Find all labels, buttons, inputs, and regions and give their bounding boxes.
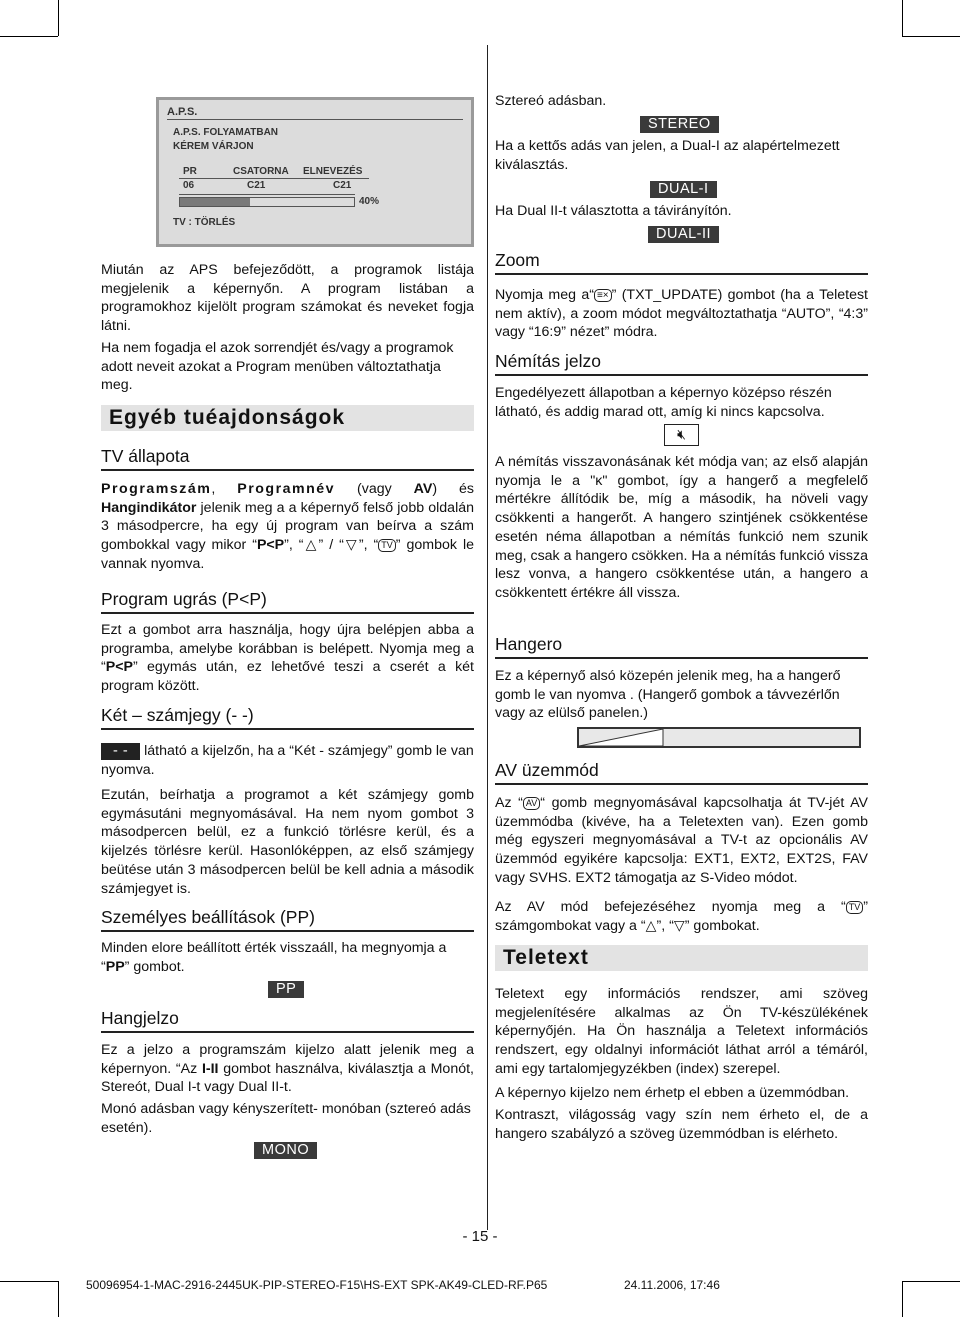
text: ” gombot. (124, 958, 185, 975)
text: Ezt a gombot arra használja, hogy újra belépjen abba a programba, amelybe korábban is belépett. Nyomja meg a “ (101, 622, 474, 676)
crop-mark (902, 1281, 960, 1282)
heading-av: AV üzemmód (495, 760, 868, 785)
heading-ket-szamjegy: Két – számjegy (- -) (101, 705, 474, 730)
hangjelzo-paragraph (101, 1041, 474, 1097)
bold-text: PP (105, 958, 125, 975)
bold-text: Programnév (237, 481, 336, 497)
mute-small-icon: ᴋ (595, 472, 603, 489)
heading-hangjelzo: Hangjelzo (101, 1008, 474, 1033)
text: , (211, 481, 238, 497)
aps-screen-image (156, 97, 474, 247)
teletext-paragraph-3: Kontraszt, világosság vagy szín nem érheto el, de a hangero szabályzó a szöveg üzemmódban is elérheto. (495, 1107, 868, 1142)
mono-badge-wrap (254, 1141, 317, 1159)
zoom-paragraph (495, 286, 868, 342)
crop-mark (0, 1281, 58, 1282)
av-button-icon: AV (523, 797, 540, 810)
text: ” számgombokat vagy a “△”, “▽” gombokat. (495, 899, 868, 934)
aps-progress-fill (180, 198, 250, 206)
aps-val-elnevezes: C21 (333, 180, 352, 191)
column-divider (487, 45, 488, 1230)
footer-date: 24.11.2006, 17:46 (624, 1278, 720, 1292)
text: ” egymás után, ez lehetővé teszi a cserét a két program között. (101, 659, 474, 695)
heading-zoom: Zoom (495, 250, 868, 275)
aps-line2: KÉREM VÁRJON (173, 141, 254, 152)
teletext-paragraph: Teletext egy információs rendszer, ami szöveg megjelenítésére alkalmas az Ön TV-készülékének képernyőjén. Ha Ön használja a Teletext információs rendszert, egy oldalnyi információt láthat arról a témáról, ami egy tartalomjegyzékben (index) szerepel. (495, 986, 868, 1077)
aps-line1: A.P.S. FOLYAMATBAN (173, 127, 279, 138)
volume-bar (577, 727, 861, 748)
pp-badge: PP (268, 981, 304, 998)
crop-mark (902, 1281, 903, 1317)
text: " gombot, így a hangerő a megfelelő mértékre állítódik be, míg a második, ha növeli vagy csökkenti a hangerőt. A hangero szintjének csökkentése esetén néma állapotban a némítás funkció nem szunik meg, csak a hangero csökken. Ha a némítás funkció vissza lesz vonva, a hangero csökkentése után, a hangero a csökkentett értékre áll vissza. (495, 472, 869, 601)
text: Az “ (495, 795, 523, 811)
aps-progress-label: 40% (359, 196, 380, 207)
page-number: - 15 - (462, 1228, 498, 1245)
mono-badge: MONO (254, 1142, 317, 1159)
aps-title: A.P.S. (167, 106, 198, 118)
heading-tv-allapota: TV állapota (101, 446, 474, 471)
dual1-badge-wrap (650, 180, 717, 198)
av-paragraph-2 (495, 898, 868, 935)
intro-paragraph-2: Ha nem fogadja el azok sorrendjét és/vagy a programok adott neveit azokat a Program menüben változtathatja meg. (101, 340, 454, 394)
crop-mark (58, 1281, 59, 1317)
text: A némítás visszavonásának két módja van; az első alapján nyomja le a " (495, 454, 868, 489)
bold-text: I-II (201, 1060, 219, 1077)
aps-col-elnevezes: ELNEVEZÉS (303, 166, 363, 177)
teletext-title: Teletext (495, 945, 868, 971)
text: (vagy (335, 481, 414, 497)
intro-paragraph: Miután az APS befejeződött, a programok listája megjelenik a képernyőn. A program listában a programokhoz kijelölt program számokat és neveket fogja látni. (101, 262, 474, 335)
crop-mark (0, 36, 58, 37)
dual1-badge: DUAL-I (650, 181, 717, 198)
stereo-badge-wrap (640, 115, 719, 133)
divider (167, 119, 463, 120)
bold-text: P<P (105, 659, 133, 676)
teletext-paragraph-2: A képernyo kijelzo nem érhetp el ebben a üzemmódban. (495, 1085, 850, 1101)
hangjelzo-paragraph-2: Monó adásban vagy kényszerített- monóban (sztereó adás esetén). (101, 1101, 471, 1136)
section-title: Egyéb tuéajdonságok (101, 405, 474, 431)
bold-text: Hangindikátor (101, 499, 197, 516)
szemelyes-paragraph (101, 939, 474, 976)
pp-badge-wrap (268, 980, 304, 998)
text: “ gomb megnyomásával kapcsolhatja át TV-jét AV üzemmódba (kivéve, ha a Teletexten van). Ezen gomb még egyszeri megnyomásával a TV-t az opcionális AV üzemmód egyikére kapcsolja: EXT1, EXT2, EXT2S, FAV vagy SVHS. EXT2 támogatja az S-Video módot. (495, 795, 868, 886)
tv-allapota-paragraph (101, 480, 474, 574)
tv-button-icon: TV (846, 901, 864, 914)
text: ” (TXT_UPDATE) gombot (ha a Teletest nem aktív), a zoom módot megváltoztathatja “AUTO”, “4:3” vagy “16:9” nézet” módra. (495, 287, 868, 341)
mute-icon: 🔇︎ (664, 424, 699, 446)
aps-col-csatorna: CSATORNA (233, 166, 289, 177)
heading-nemitas: Némítás jelzo (495, 351, 868, 376)
text: ” gombok le vannak nyomva. (101, 537, 474, 572)
aps-val-pr: 06 (183, 180, 195, 191)
dual2-badge: DUAL-II (648, 226, 719, 243)
tv-button-icon: TV (378, 539, 396, 552)
ket-szamjegy-paragraph (101, 742, 474, 779)
sztereo-text: Sztereó adásban. (495, 93, 607, 109)
ket-szamjegy-paragraph-2: Ezután, beírhatja a programot a két számjegy gomb egymásutáni megnyomásával. Ha nem nyom gombot 3 másodpercen belül, ez a funkció törlésre kerül, és a kijelzés törlésre kerül. Hasonlóképpen, az első számjegy beütése után 3 másodpercen belül be kell adnia a második számjegyet is. (101, 787, 474, 897)
aps-col-pr: PR (183, 166, 197, 177)
volume-bar-graphic (579, 729, 859, 746)
text: látható a kijelzőn, ha a “Két - számjegy” gomb le van nyomva. (101, 743, 474, 778)
aps-footer: TV : TÖRLÉS (173, 217, 236, 228)
heading-hangero: Hangero (495, 634, 868, 659)
av-paragraph (495, 794, 868, 888)
stereo-badge: STEREO (640, 116, 719, 133)
text: gombot használva, kiválasztja a Monót, Stereót, Dual I-t vagy Dual II-t. (101, 1060, 474, 1096)
bold-text: AV (413, 481, 433, 497)
program-ugras-paragraph (101, 621, 474, 696)
text: Minden elore beállított érték visszaáll, ha megnyomja a “ (101, 940, 447, 975)
aps-progress-bar (179, 197, 355, 207)
dual-paragraph: Ha a kettős adás van jelen, a Dual-I az alapértelmezett kiválasztás. (495, 138, 840, 173)
text: ”, “△” / “▽”, “ (284, 537, 379, 554)
crop-mark (902, 36, 960, 37)
txt-update-icon: ≡× (594, 289, 612, 302)
text: Az AV mód befejezéséhez nyomja meg a “ (495, 899, 846, 915)
text: Ez a jelzo a programszám kijelzo alatt jelenik meg a képernyon. “Az (101, 1042, 474, 1077)
two-digit-badge: - - (101, 743, 140, 760)
divider (179, 178, 369, 179)
aps-val-csatorna: C21 (247, 180, 266, 191)
text: ) és (432, 481, 474, 497)
text: jelenik meg a a képernyő felső jobb oldalán 3 másodpercre, ha egy új program van beírva a szám gombokkal vagy mikor “ (101, 499, 474, 554)
dual2-paragraph: Ha Dual II-t választotta a távirányítón. (495, 203, 732, 219)
heading-program-ugras: Program ugrás (P<P) (101, 589, 474, 614)
dual2-badge-wrap (648, 225, 719, 243)
heading-szemelyes: Személyes beállítások (PP) (101, 907, 474, 932)
footer-file-name: 50096954-1-MAC-2916-2445UK-PIP-STEREO-F15\HS-EXT SPK-AK49-CLED-RF.P65 (86, 1278, 548, 1292)
crop-mark (902, 0, 903, 36)
text: Nyomja meg a“ (495, 287, 594, 303)
nemitas-paragraph-2 (495, 453, 868, 603)
nemitas-paragraph: Engedélyezett állapotban a képernyo középso részén látható, és addig marad ott, amíg ki nincs kapcsolva. (495, 385, 832, 420)
divider (179, 194, 355, 195)
volume-fill (579, 729, 663, 746)
bold-text: Programszám (101, 481, 212, 497)
bold-text: P<P (256, 537, 285, 554)
hangero-paragraph: Ez a képernyő alsó közepén jelenik meg, ha a hangerő gomb le van nyomva . (Hangerő gombok a távvezérlőn vagy az elülső panelen.) (495, 668, 841, 722)
crop-mark (58, 0, 59, 36)
